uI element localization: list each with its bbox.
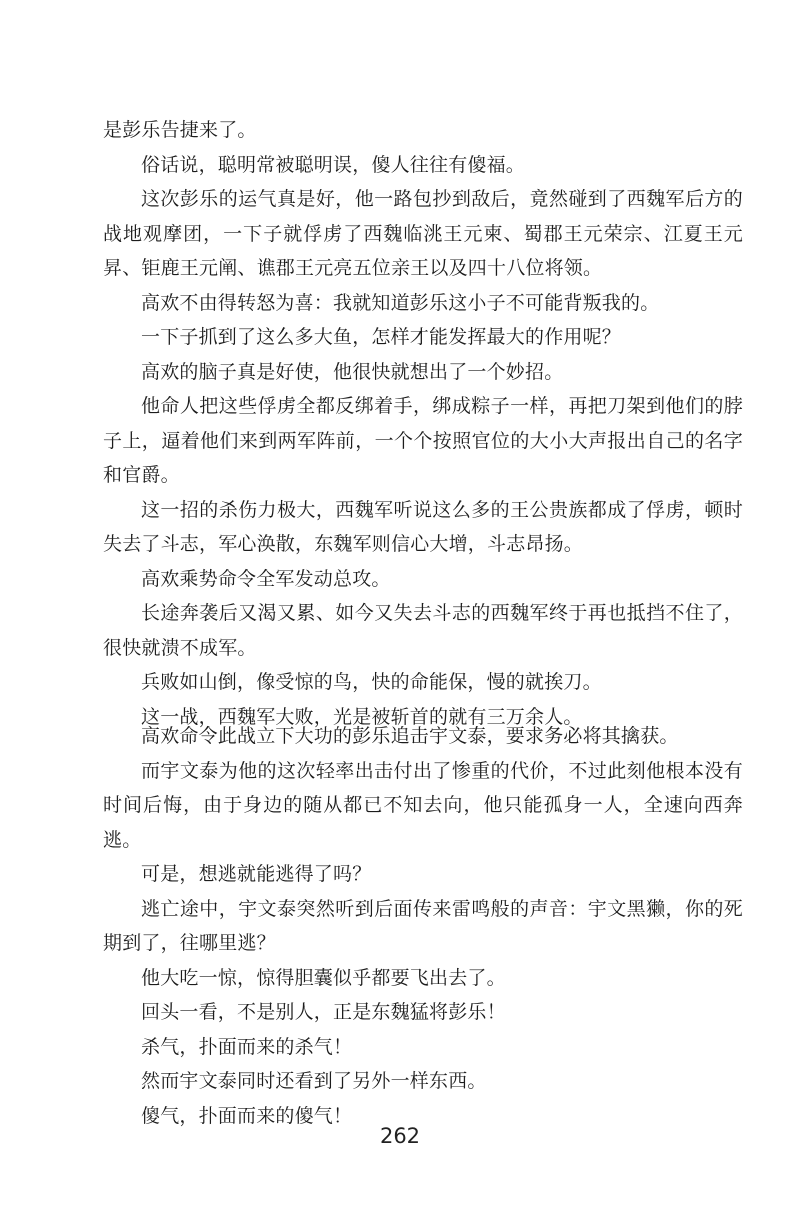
text-section-1 <box>103 113 743 734</box>
paragraph: 是彭乐告捷来了。 <box>103 119 257 141</box>
paragraph: 兵败如山倒，像受惊的鸟，快的命能保，慢的就挨刀。 <box>141 671 602 693</box>
text-section-2 <box>103 719 743 1133</box>
paragraph: 他大吃一惊，惊得胆囊似乎都要飞出去了。 <box>141 966 506 989</box>
paragraph: 而宇文泰为他的这次轻率出击付出了惨重的代价，不过此刻他根本没有时间后悔，由于身边的随从都已不知去向，他只能孤身一人，全速向西奔逃。 <box>103 759 743 851</box>
paragraph: 可是，想逃就能逃得了吗？ <box>141 863 372 885</box>
paragraph: 长途奔袭后又渴又累、如今又失去斗志的西魏军终于再也抵挡不住了，很快就溃不成军。 <box>103 602 743 659</box>
paragraph: 然而宇文泰同时还看到了另外一样东西。 <box>141 1070 487 1092</box>
paragraph: 这一招的杀伤力极大，西魏军听说这么多的王公贵族都成了俘虏，顿时失去了斗志，军心涣散，东魏军则信心大增，斗志昂扬。 <box>103 498 743 555</box>
paragraph: 这一战，西魏军大败，光是被斩首的就有三万余人。 <box>141 705 583 728</box>
paragraph: 回头一看，不是别人，正是东魏猛将彭乐！ <box>141 1001 506 1023</box>
page-number: 262 <box>379 1124 421 1148</box>
paragraph: 高欢不由得转怒为喜：我就知道彭乐这小子不可能背叛我的。 <box>141 291 660 314</box>
paragraph: 高欢乘势命令全军发动总攻。 <box>141 567 391 590</box>
paragraph: 杀气，扑面而来的杀气！ <box>141 1035 353 1058</box>
paragraph: 傻气，扑面而来的傻气！ <box>141 1104 353 1127</box>
paragraph: 他命人把这些俘虏全都反绑着手，绑成粽子一样，再把刀架到他们的脖子上，逼着他们来到两军阵前，一个个按照官位的大小大声报出自己的名字和官爵。 <box>103 395 743 486</box>
paragraph: 这次彭乐的运气真是好，他一路包抄到敌后，竟然碰到了西魏军后方的战地观摩团，一下子就俘虏了西魏临洮王元柬、蜀郡王元荣宗、江夏王元昇、钜鹿王元阐、谯郡王元亮五位亲王以及四十八位将领。 <box>103 188 743 279</box>
paragraph: 逃亡途中，宇文泰突然听到后面传来雷鸣般的声音：宇文黑獭，你的死期到了，往哪里逃？ <box>103 897 743 954</box>
paragraph: 一下子抓到了这么多大鱼，怎样才能发挥最大的作用呢？ <box>141 326 622 348</box>
paragraph: 高欢的脑子真是好使，他很快就想出了一个妙招。 <box>141 360 564 383</box>
paragraph: 高欢命令此战立下大功的彭乐追击宇文泰，要求务必将其擒获。 <box>141 725 679 747</box>
paragraph: 俗话说，聪明常被聪明误，傻人往往有傻福。 <box>141 153 526 176</box>
